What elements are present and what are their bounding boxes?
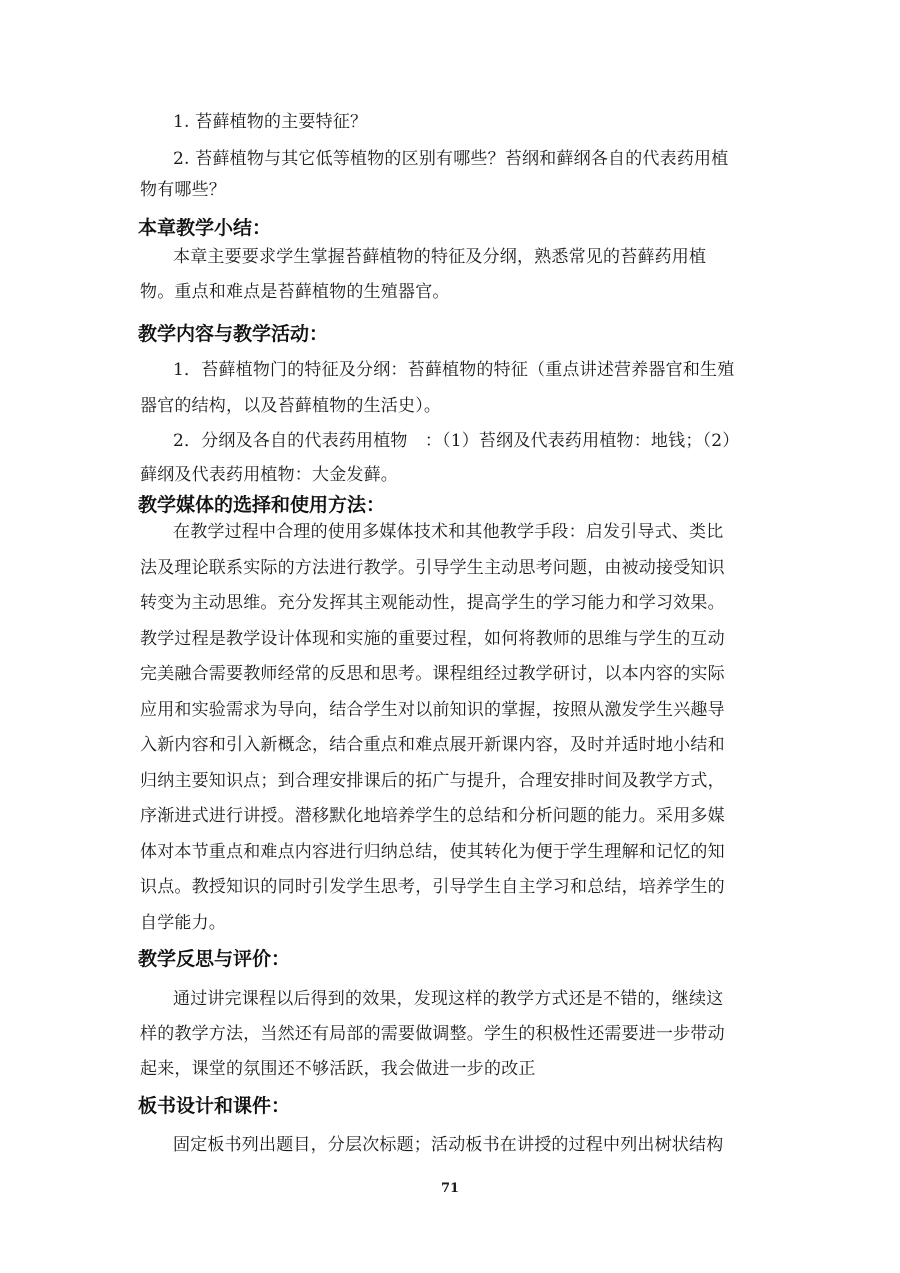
- question-1: 1. 苔藓植物的主要特征？: [173, 112, 368, 132]
- media-line-4: 教学过程是教学设计体现和实施的重要过程，如何将教师的思维与学生的互动: [140, 629, 725, 649]
- reflection-line-1: 通过讲完课程以后得到的效果，发现这样的教学方式还是不错的，继续这: [173, 989, 724, 1009]
- board-line-1: 固定板书列出题目，分层次标题；活动板书在讲授的过程中列出树状结构: [173, 1135, 724, 1155]
- media-line-8: 归纳主要知识点；到合理安排课后的拓广与提升，合理安排时间及教学方式，: [140, 771, 725, 791]
- media-line-9: 序渐进式进行讲授。潜移默化地培养学生的总结和分析问题的能力。采用多媒: [140, 806, 725, 826]
- content-line-3: 2．分纲及各自的代表药用植物 ：（1）苔纲及代表药用植物：地钱；（2）: [173, 431, 740, 451]
- summary-heading: 本章教学小结：: [138, 217, 272, 239]
- media-line-3: 转变为主动思维。充分发挥其主观能动性，提高学生的学习能力和学习效果。: [140, 593, 725, 613]
- media-line-10: 体对本节重点和难点内容进行归纳总结，使其转化为便于学生理解和记忆的知: [140, 842, 725, 862]
- content-line-4: 藓纲及代表药用植物：大金发藓。: [140, 465, 398, 485]
- page-number: 71: [440, 1181, 460, 1196]
- media-heading: 教学媒体的选择和使用方法：: [138, 494, 386, 516]
- reflection-line-2: 样的教学方法，当然还有局部的需要做调整。学生的积极性还需要进一步带动: [140, 1024, 725, 1044]
- media-line-2: 法及理论联系实际的方法进行教学。引导学生主动思考问题，由被动接受知识: [140, 558, 725, 578]
- reflection-heading: 教学反思与评价：: [138, 948, 291, 970]
- question-2-line-2: 物有哪些？: [140, 180, 226, 200]
- question-2-line-1: 2. 苔藓植物与其它低等植物的区别有哪些？苔纲和藓纲各自的代表药用植: [173, 149, 729, 169]
- board-heading: 板书设计和课件：: [138, 1095, 291, 1117]
- media-line-5: 完美融合需要教师经常的反思和思考。课程组经过教学研讨，以本内容的实际: [140, 664, 725, 684]
- content-line-1: 1．苔藓植物门的特征及分纲：苔藓植物的特征（重点讲述营养器官和生殖: [173, 360, 735, 380]
- summary-line-1: 本章主要要求学生掌握苔藓植物的特征及分纲，熟悉常见的苔藓药用植: [173, 247, 707, 267]
- media-line-6: 应用和实验需求为导向，结合学生对以前知识的掌握，按照从激发学生兴趣导: [140, 700, 725, 720]
- media-line-7: 入新内容和引入新概念，结合重点和难点展开新课内容，及时并适时地小结和: [140, 735, 725, 755]
- media-line-12: 自学能力。: [140, 913, 226, 933]
- media-line-11: 识点。教授知识的同时引发学生思考，引导学生自主学习和总结，培养学生的: [140, 877, 725, 897]
- media-line-1: 在教学过程中合理的使用多媒体技术和其他教学手段：启发引导式、类比: [173, 522, 724, 542]
- reflection-line-3: 起来，课堂的氛围还不够活跃，我会做进一步的改正: [140, 1059, 536, 1079]
- content-heading: 教学内容与教学活动：: [138, 323, 329, 345]
- content-line-2: 器官的结构，以及苔藓植物的生活史）。: [140, 396, 442, 416]
- summary-line-2: 物。重点和难点是苔藓植物的生殖器官。: [140, 282, 450, 302]
